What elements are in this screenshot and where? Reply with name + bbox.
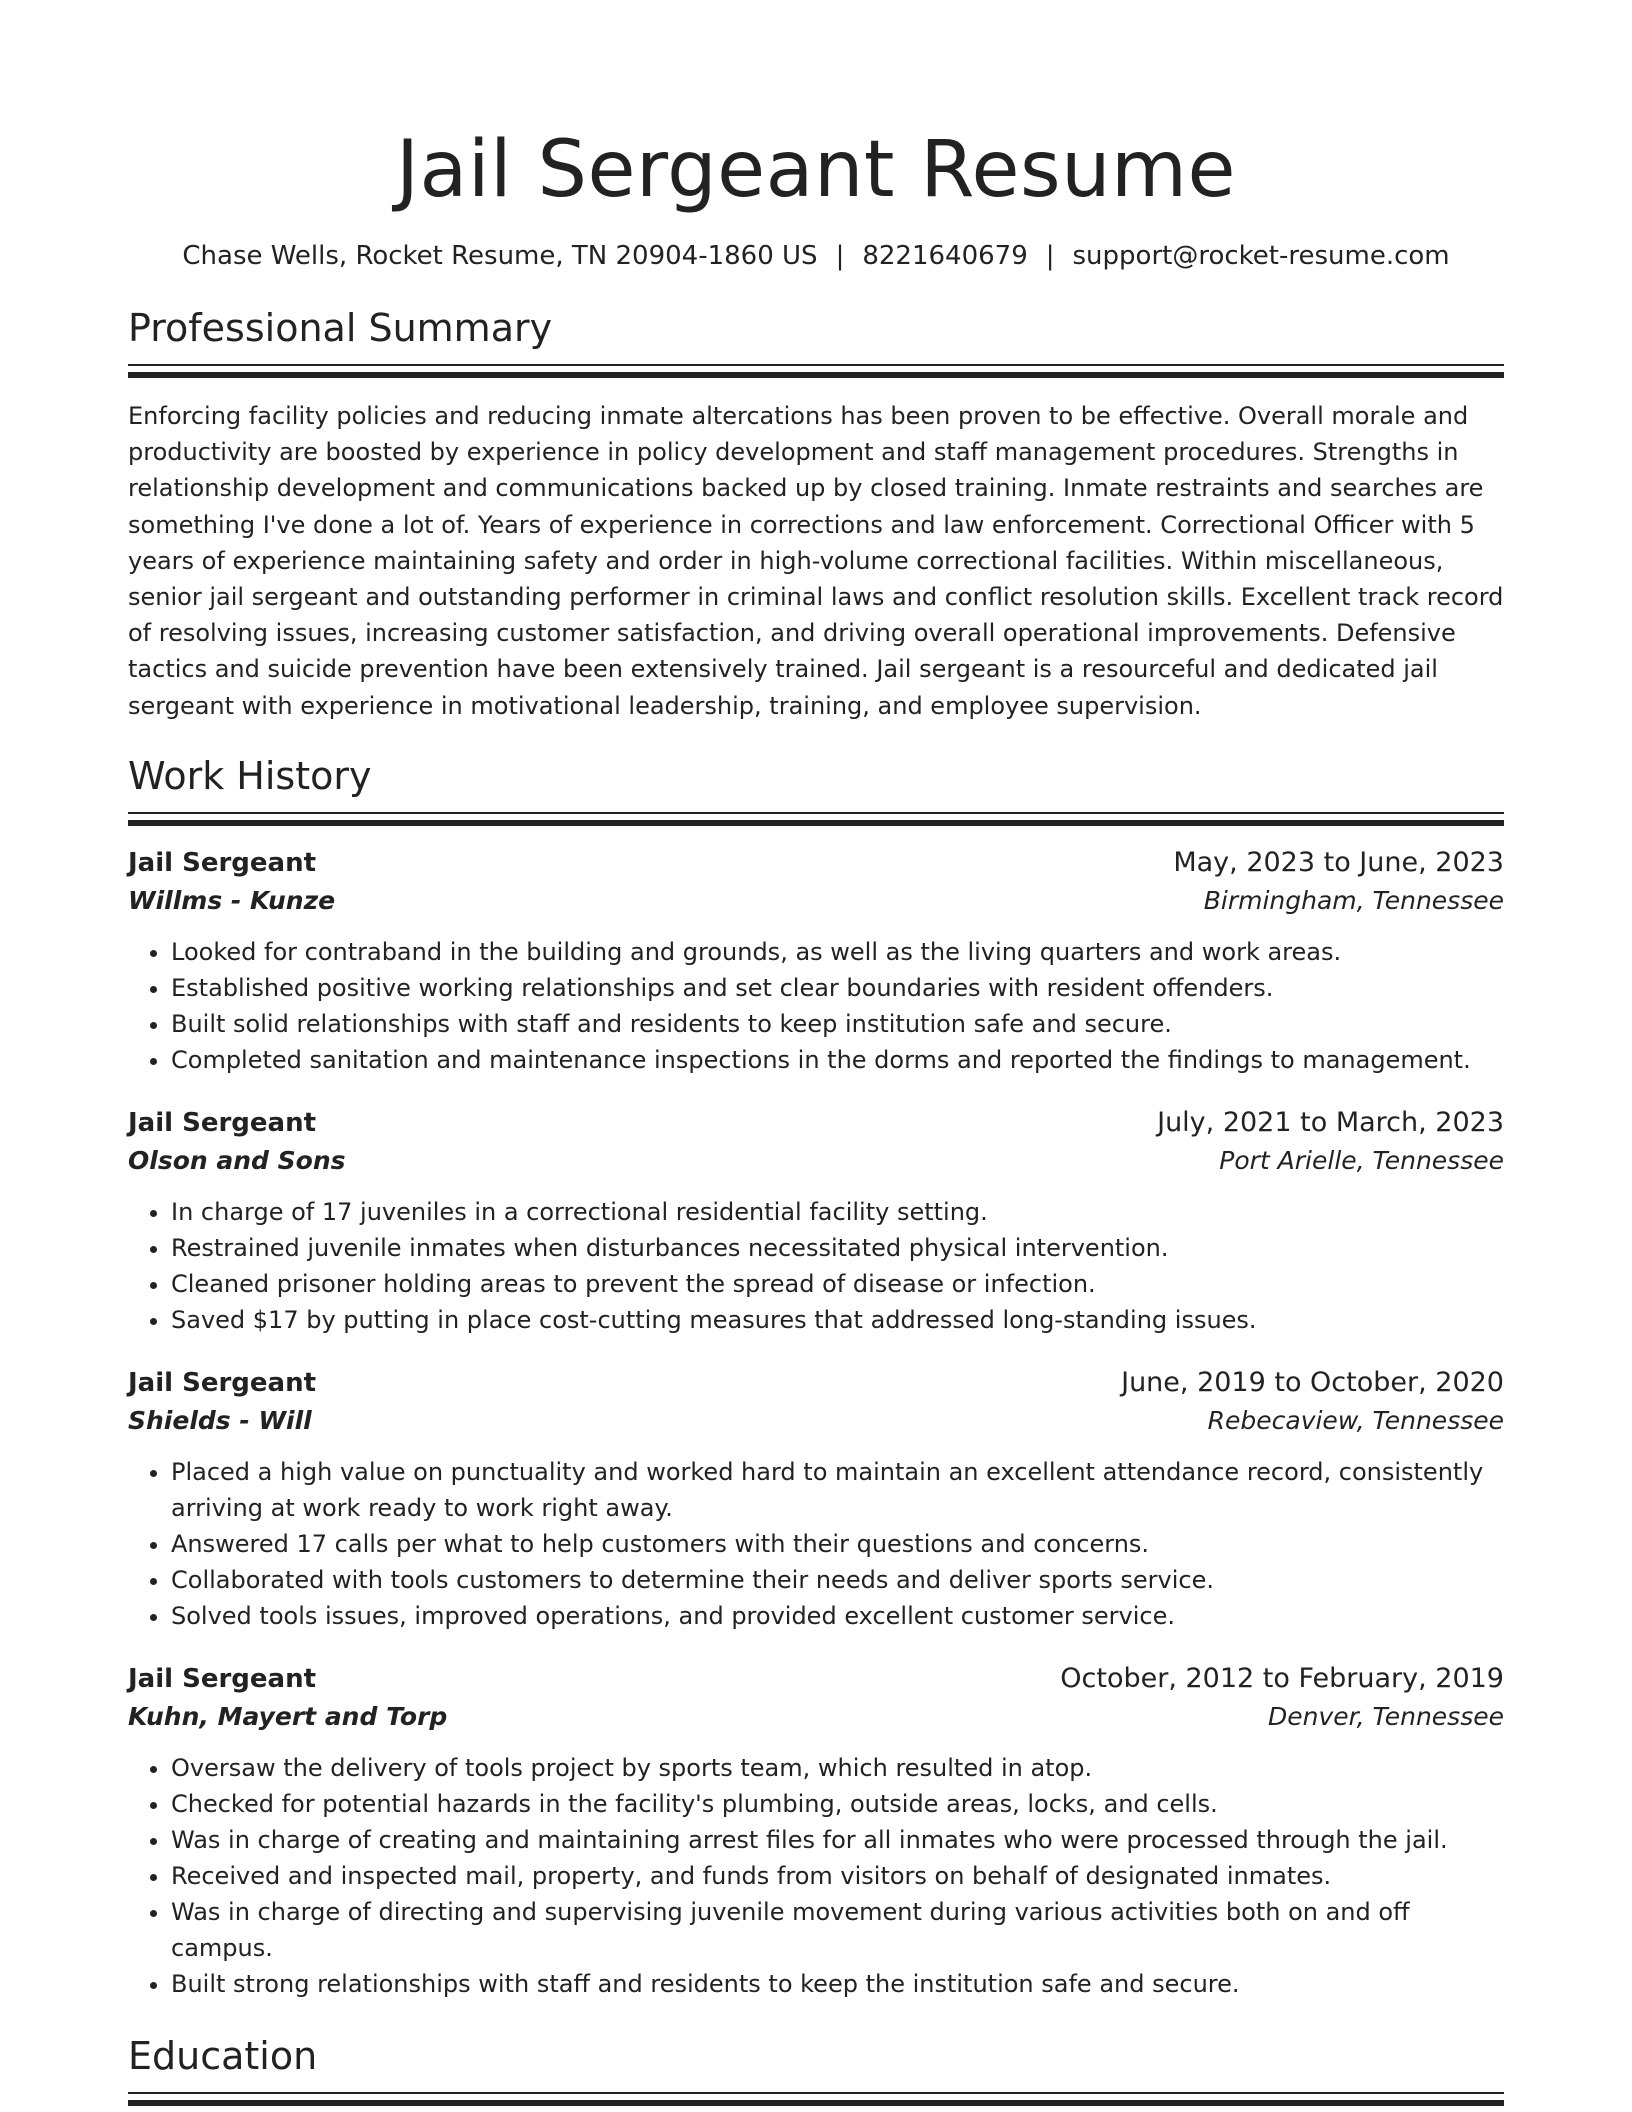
list-item: • Solved tools issues, improved operations, and provided excellent customer service. xyxy=(171,1598,1504,1634)
job-dates: October, 2012 to February, 2019 xyxy=(1060,1662,1504,1694)
contact-email: support@rocket-resume.com xyxy=(1072,241,1450,271)
list-item: • Answered 17 calls per what to help customers with their questions and concerns. xyxy=(171,1526,1504,1562)
job-location: Port Arielle, Tennessee xyxy=(1219,1145,1504,1175)
section-heading: Professional Summary xyxy=(128,306,553,350)
job-title: Jail Sergeant xyxy=(128,1663,317,1694)
job-bullets xyxy=(128,934,1504,1078)
contact-separator: | xyxy=(835,241,845,271)
job-dates: May, 2023 to June, 2023 xyxy=(1173,846,1504,878)
job-company: Willms - Kunze xyxy=(128,885,336,915)
job-dates: June, 2019 to October, 2020 xyxy=(1121,1366,1504,1398)
list-item: • Checked for potential hazards in the facility's plumbing, outside areas, locks, and cells. xyxy=(171,1786,1504,1822)
section-heading: Education xyxy=(128,2033,318,2078)
job-bullets xyxy=(128,1454,1504,1634)
list-item: • Collaborated with tools customers to determine their needs and deliver sports service. xyxy=(171,1562,1504,1598)
list-item: • In charge of 17 juveniles in a correctional residential facility setting. xyxy=(171,1194,1504,1230)
job-company: Kuhn, Mayert and Torp xyxy=(128,1701,448,1731)
list-item: • Cleaned prisoner holding areas to prevent the spread of disease or infection. xyxy=(171,1266,1504,1302)
job-location: Denver, Tennessee xyxy=(1268,1701,1504,1731)
list-item: • Received and inspected mail, property, and funds from visitors on behalf of designated inmates. xyxy=(171,1858,1504,1894)
job-location: Rebecaview, Tennessee xyxy=(1207,1405,1504,1435)
summary-text: Enforcing facility policies and reducing inmate altercations has been proven to be effective. Overall morale and productivity are boosted by experience in policy development and staff management procedures. Strengths in relationship development and communications backed up by closed training. Inmate restraints and searches are something I've done a lot of. Years of experience in corrections and law enforcement. Correctional Officer with 5 years of experience maintaining safety and order in high-volume correctional facilities. Within miscellaneous, senior jail sergeant and outstanding performer in criminal laws and conflict resolution skills. Excellent track record of resolving issues, increasing customer satisfaction, and driving overall operational improvements. Defensive tactics and suicide prevention have been extensively trained. Jail sergeant is a resourceful and dedicated jail sergeant with experience in motivational leadership, training, and employee supervision. xyxy=(128,402,1504,720)
page-title: Jail Sergeant Resume xyxy=(396,125,1236,215)
list-item: • Built solid relationships with staff and residents to keep institution safe and secure. xyxy=(171,1006,1504,1042)
list-item: • Placed a high value on punctuality and worked hard to maintain an excellent attendance record, consistently arriving at work ready to work right away. xyxy=(171,1454,1504,1526)
job-entry xyxy=(128,1104,1504,1338)
section-divider xyxy=(128,2092,1504,2098)
contact-separator: | xyxy=(1045,241,1055,271)
section-divider xyxy=(128,812,1504,818)
contact-line xyxy=(128,238,1504,274)
job-title: Jail Sergeant xyxy=(128,847,317,878)
list-item: • Saved $17 by putting in place cost-cutting measures that addressed long-standing issues. xyxy=(171,1302,1504,1338)
job-entry xyxy=(128,1660,1504,2002)
job-company: Shields - Will xyxy=(128,1405,312,1435)
list-item: • Completed sanitation and maintenance inspections in the dorms and reported the findings to management. xyxy=(171,1042,1504,1078)
list-item: • Restrained juvenile inmates when disturbances necessitated physical intervention. xyxy=(171,1230,1504,1266)
contact-phone: 8221640679 xyxy=(862,241,1028,271)
list-item: • Looked for contraband in the building and grounds, as well as the living quarters and work areas. xyxy=(171,934,1504,970)
job-entry xyxy=(128,1364,1504,1634)
list-item: • Was in charge of directing and supervising juvenile movement during various activities both on and off campus. xyxy=(171,1894,1504,1966)
contact-address: Chase Wells, Rocket Resume, TN 20904-1860 US xyxy=(182,241,818,271)
list-item: • Was in charge of creating and maintaining arrest files for all inmates who were processed through the jail. xyxy=(171,1822,1504,1858)
job-location: Birmingham, Tennessee xyxy=(1203,885,1504,915)
job-entry xyxy=(128,844,1504,1078)
section-divider xyxy=(128,364,1504,370)
job-company: Olson and Sons xyxy=(128,1145,346,1175)
education-section xyxy=(128,2030,1504,2098)
job-bullets xyxy=(128,1750,1504,2002)
list-item: • Built strong relationships with staff and residents to keep the institution safe and secure. xyxy=(171,1966,1504,2002)
section-heading: Work History xyxy=(128,753,372,798)
job-title: Jail Sergeant xyxy=(128,1107,317,1138)
list-item: • Oversaw the delivery of tools project by sports team, which resulted in atop. xyxy=(171,1750,1504,1786)
work-history-section xyxy=(128,750,1504,2002)
job-title: Jail Sergeant xyxy=(128,1367,317,1398)
job-bullets xyxy=(128,1194,1504,1338)
list-item: • Established positive working relationships and set clear boundaries with resident offenders. xyxy=(171,970,1504,1006)
professional-summary-section xyxy=(128,302,1504,724)
job-dates: July, 2021 to March, 2023 xyxy=(1157,1106,1504,1138)
